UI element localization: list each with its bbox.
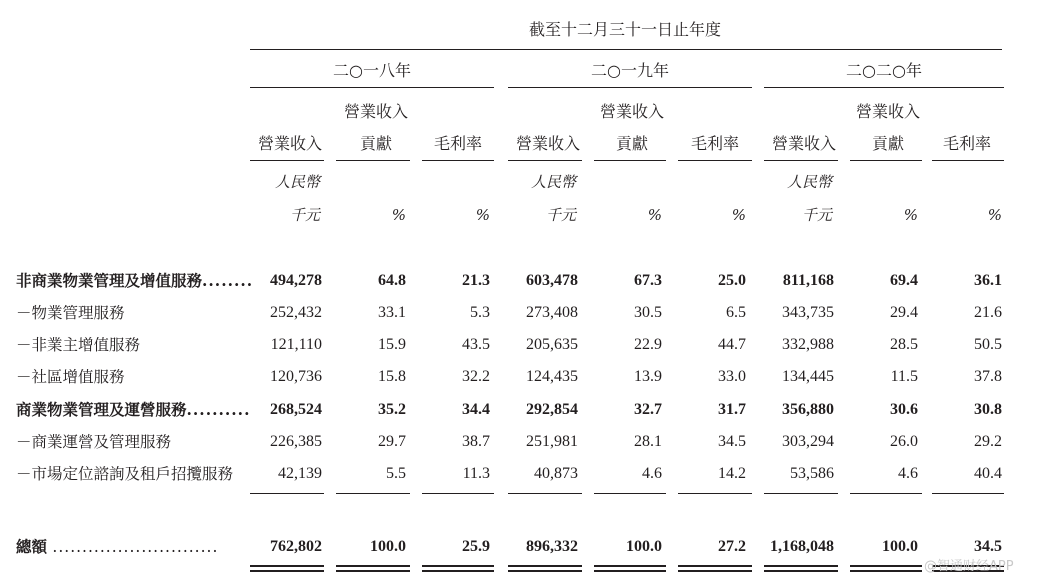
contrib-header-2020-line1: 營業收入 — [855, 102, 920, 121]
margin-header-2020: 毛利率 — [942, 134, 991, 153]
cell-value: 5.5 — [386, 465, 406, 482]
double-rule — [594, 565, 666, 572]
row-label: －物業管理服務 — [16, 304, 125, 322]
cell-value: 332,988 — [782, 336, 834, 353]
cell-value: 11.5 — [890, 368, 918, 385]
row-label: －商業運營及管理服務 — [16, 433, 172, 451]
total-value: 100.0 — [626, 538, 662, 555]
unit-rmb: 人民幣 — [274, 173, 320, 191]
margin-header-2019: 毛利率 — [690, 134, 739, 153]
unit-thousand: 千元 — [545, 206, 576, 224]
cell-value: 28.1 — [634, 433, 662, 450]
unit-thousand: 千元 — [801, 206, 832, 224]
row-label: －社區增值服務 — [16, 368, 125, 386]
row-label: 非商業物業管理及增值服務........ — [16, 271, 254, 290]
cell-value: 43.5 — [462, 336, 490, 353]
col-rule — [594, 160, 666, 161]
cell-value: 33.1 — [378, 304, 406, 321]
cell-value: 303,294 — [782, 433, 834, 450]
cell-value: 30.5 — [634, 304, 662, 321]
cell-value: 26.0 — [890, 433, 918, 450]
total-value: 1,168,048 — [770, 538, 834, 555]
cell-value: 252,432 — [270, 304, 322, 321]
row-label: －非業主增值服務 — [16, 336, 141, 354]
cell-value: 494,278 — [270, 272, 322, 289]
total-value: 762,802 — [270, 538, 322, 555]
double-rule — [250, 565, 324, 572]
cell-value: 29.7 — [378, 433, 406, 450]
col-rule — [250, 160, 324, 161]
cell-value: 120,736 — [270, 368, 322, 385]
cell-value: 38.7 — [462, 433, 490, 450]
cell-value: 121,110 — [270, 336, 322, 353]
unit-percent: % — [987, 206, 1002, 224]
cell-value: 53,586 — [790, 465, 834, 482]
cell-value: 25.0 — [718, 272, 746, 289]
unit-percent: % — [731, 206, 746, 224]
cell-value: 36.1 — [974, 272, 1002, 289]
subtotal-rule — [422, 493, 494, 494]
row-label: 商業物業管理及運營服務.......... — [16, 400, 251, 419]
cell-value: 603,478 — [526, 272, 578, 289]
revenue-header-2019: 營業收入 — [515, 134, 580, 153]
row-label: －市場定位諮詢及租戶招攬服務 — [16, 465, 234, 483]
cell-value: 33.0 — [718, 368, 746, 385]
revenue-header-2018: 營業收入 — [257, 134, 322, 153]
total-value: 100.0 — [882, 538, 918, 555]
cell-value: 14.2 — [718, 465, 746, 482]
cell-value: 37.8 — [974, 368, 1002, 385]
subtotal-rule — [250, 493, 324, 494]
col-rule — [336, 160, 410, 161]
total-value: 25.9 — [462, 538, 490, 555]
col-rule — [678, 160, 752, 161]
cell-value: 34.5 — [718, 433, 746, 450]
double-rule — [508, 565, 582, 572]
cell-value: 4.6 — [898, 465, 918, 482]
col-rule — [764, 160, 838, 161]
margin-header-2018: 毛利率 — [433, 134, 482, 153]
cell-value: 356,880 — [782, 401, 834, 418]
unit-percent: % — [647, 206, 662, 224]
cell-value: 40.4 — [974, 465, 1002, 482]
unit-thousand: 千元 — [289, 206, 320, 224]
unit-rmb: 人民幣 — [786, 173, 832, 191]
cell-value: 226,385 — [270, 433, 322, 450]
cell-value: 31.7 — [718, 401, 746, 418]
subtotal-rule — [678, 493, 752, 494]
year-header-2019: 二○一九年 — [591, 61, 669, 80]
revenue-header-2020: 營業收入 — [771, 134, 836, 153]
year-header-2018: 二○一八年 — [333, 61, 411, 80]
cell-value: 30.8 — [974, 401, 1002, 418]
contrib-header-2018-line2: 貢獻 — [359, 134, 392, 153]
subtotal-rule — [336, 493, 410, 494]
col-rule — [932, 160, 1004, 161]
contrib-header-2019-line2: 貢獻 — [615, 134, 648, 153]
cell-value: 34.4 — [462, 401, 490, 418]
cell-value: 22.9 — [634, 336, 662, 353]
total-value: 896,332 — [526, 538, 578, 555]
col-rule — [422, 160, 494, 161]
cell-value: 30.6 — [890, 401, 918, 418]
contrib-header-2018-line1: 營業收入 — [343, 102, 408, 121]
cell-value: 42,139 — [278, 465, 322, 482]
cell-value: 6.5 — [726, 304, 746, 321]
cell-value: 292,854 — [526, 401, 578, 418]
cell-value: 35.2 — [378, 401, 406, 418]
cell-value: 67.3 — [634, 272, 662, 289]
subtotal-rule — [850, 493, 922, 494]
contrib-header-2020-line2: 貢獻 — [871, 134, 904, 153]
cell-value: 13.9 — [634, 368, 662, 385]
cell-value: 11.3 — [462, 465, 490, 482]
year-rule-2018 — [250, 87, 494, 88]
subtotal-rule — [932, 493, 1004, 494]
year-rule-2020 — [764, 87, 1004, 88]
cell-value: 32.2 — [462, 368, 490, 385]
cell-value: 50.5 — [974, 336, 1002, 353]
watermark: @智通财经APP — [924, 559, 1014, 574]
total-value: 27.2 — [718, 538, 746, 555]
cell-value: 29.4 — [890, 304, 918, 321]
unit-percent: % — [903, 206, 918, 224]
cell-value: 343,735 — [782, 304, 834, 321]
cell-value: 44.7 — [718, 336, 746, 353]
cell-value: 268,524 — [270, 401, 322, 418]
subtotal-rule — [764, 493, 838, 494]
double-rule — [850, 565, 922, 572]
double-rule — [422, 565, 494, 572]
double-rule — [678, 565, 752, 572]
total-label: 總額 ............................ — [16, 537, 219, 556]
cell-value: 29.2 — [974, 433, 1002, 450]
unit-percent: % — [475, 206, 490, 224]
cell-value: 811,168 — [782, 272, 834, 289]
total-value: 100.0 — [370, 538, 406, 555]
unit-percent: % — [391, 206, 406, 224]
cell-value: 28.5 — [890, 336, 918, 353]
cell-value: 21.3 — [462, 272, 490, 289]
unit-rmb: 人民幣 — [530, 173, 576, 191]
subtotal-rule — [508, 493, 582, 494]
cell-value: 40,873 — [534, 465, 578, 482]
cell-value: 251,981 — [526, 433, 578, 450]
year-header-2020: 二○二○年 — [846, 61, 922, 80]
double-rule — [764, 565, 838, 572]
cell-value: 32.7 — [634, 401, 662, 418]
contrib-header-2019-line1: 營業收入 — [599, 102, 664, 121]
total-value: 34.5 — [974, 538, 1002, 555]
cell-value: 134,445 — [782, 368, 834, 385]
year-rule-2019 — [508, 87, 752, 88]
cell-value: 273,408 — [526, 304, 578, 321]
cell-value: 69.4 — [890, 272, 918, 289]
subtotal-rule — [594, 493, 666, 494]
cell-value: 5.3 — [470, 304, 490, 321]
period-header: 截至十二月三十一日止年度 — [528, 20, 721, 39]
period-rule — [250, 49, 1002, 50]
cell-value: 15.8 — [378, 368, 406, 385]
col-rule — [508, 160, 582, 161]
cell-value: 205,635 — [526, 336, 578, 353]
cell-value: 64.8 — [378, 272, 406, 289]
cell-value: 15.9 — [378, 336, 406, 353]
cell-value: 4.6 — [642, 465, 662, 482]
double-rule — [336, 565, 410, 572]
cell-value: 124,435 — [526, 368, 578, 385]
cell-value: 21.6 — [974, 304, 1002, 321]
col-rule — [850, 160, 922, 161]
